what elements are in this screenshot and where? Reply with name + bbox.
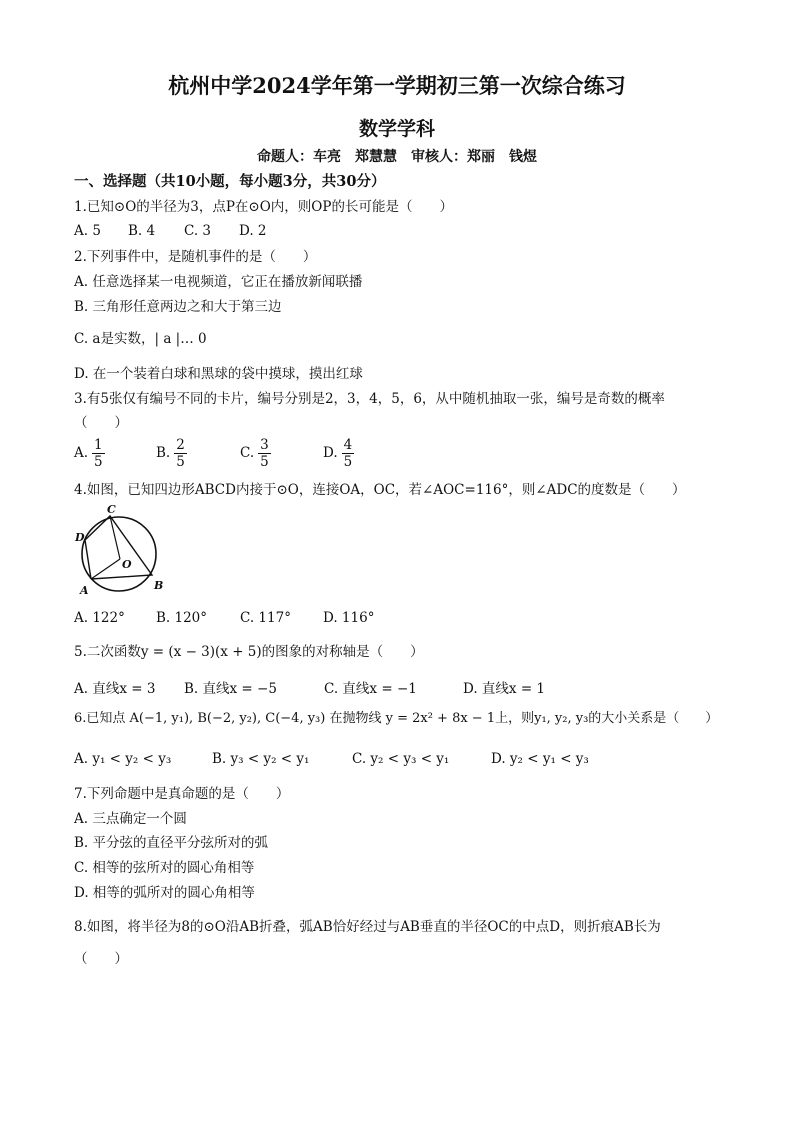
numerator: 2 (176, 437, 185, 453)
q4-option-d: D. 116° (323, 610, 375, 626)
question-7-stem: 7.下列命题中是真命题的是（ ） (74, 786, 290, 802)
q7-option-c: C. 相等的弦所对的圆心角相等 (74, 860, 255, 876)
question-5-stem: 5.二次函数y = (x − 3)(x + 5)的图象的对称轴是（ ） (74, 644, 424, 660)
question-3-stem: 3.有5张仅有编号不同的卡片，编号分别是2，3，4，5，6，从中随机抽取一张，编号是奇数的概率 (74, 391, 665, 407)
exam-title: 杭州中学2024学年第一学期初三第一次综合练习 (168, 73, 626, 98)
question-6-stem: 6.已知点 A(−1, y₁), B(−2, y₂), C(−4, y₃) 在抛物线 y = 2x² + 8x − 1上，则y₁, y₂, y₃的大小关系是（ ） (74, 711, 719, 726)
question-1-stem: 1.已知⊙O的半径为3，点P在⊙O内，则OP的长可能是（ ） (74, 199, 453, 215)
question-8-stem-cont: （ ） (74, 951, 128, 967)
segment-oa (91, 559, 120, 579)
circle-quadrilateral-figure (74, 504, 164, 596)
q3-option-c-fraction (258, 437, 271, 470)
q3-option-a (74, 437, 105, 470)
q1-option-b: B. 4 (128, 223, 156, 239)
denominator: 5 (343, 454, 353, 470)
denominator: 5 (94, 454, 103, 470)
q3-option-c (240, 437, 271, 470)
q3-option-d-fraction (342, 437, 355, 470)
q3-option-a-label: A. (74, 445, 89, 461)
q4-option-c: C. 117° (240, 610, 291, 626)
q6-option-d: D. y₂ < y₁ < y₃ (491, 751, 589, 767)
subject-title: 数学学科 (358, 118, 435, 140)
q2-option-c: C. a是实数，| a |… 0 (74, 331, 207, 347)
q3-option-b-label: B. (156, 445, 171, 461)
question-2-stem: 2.下列事件中，是随机事件的是（ ） (74, 249, 317, 265)
numerator: 4 (343, 437, 353, 453)
section-heading: 一、选择题（共10小题，每小题3分，共30分） (74, 173, 386, 190)
label-a: A (80, 584, 89, 596)
q2-option-b: B. 三角形任意两边之和大于第三边 (74, 299, 282, 315)
q3-option-b (156, 437, 187, 470)
q7-option-b: B. 平分弦的直径平分弦所对的弧 (74, 835, 269, 851)
q6-option-b: B. y₃ < y₂ < y₁ (212, 751, 310, 767)
q3-option-c-label: C. (240, 445, 255, 461)
q3-option-b-fraction (174, 437, 187, 470)
q1-option-c: C. 3 (184, 223, 212, 239)
denominator: 5 (260, 454, 269, 470)
label-c: C (107, 504, 116, 516)
q1-option-d: D. 2 (239, 223, 267, 239)
figure-svg (74, 504, 164, 596)
question-3-stem-cont: （ ） (74, 415, 128, 431)
q5-option-c: C. 直线x = −1 (324, 681, 417, 697)
q5-option-b: B. 直线x = −5 (184, 681, 277, 697)
q3-option-d-label: D. (323, 445, 338, 461)
q2-option-a: A. 任意选择某一电视频道，它正在播放新闻联播 (74, 274, 363, 290)
q6-option-c: C. y₂ < y₃ < y₁ (352, 751, 450, 767)
q3-option-d (323, 437, 354, 470)
label-d: D (75, 531, 85, 544)
label-o: O (122, 558, 132, 571)
numerator: 3 (260, 437, 269, 453)
numerator: 1 (94, 437, 103, 453)
denominator: 5 (176, 454, 185, 470)
q7-option-d: D. 相等的弧所对的圆心角相等 (74, 885, 255, 901)
question-4-stem: 4.如图，已知四边形ABCD内接于⊙O，连接OA，OC，若∠AOC=116°，则∠ADC的度数是（ ） (74, 482, 686, 498)
q3-option-a-fraction (92, 437, 105, 470)
q4-option-b: B. 120° (156, 610, 208, 626)
question-8-stem: 8.如图，将半径为8的⊙O沿AB折叠，弧AB恰好经过与AB垂直的半径OC的中点D，则折痕AB长为 (74, 919, 661, 935)
q5-option-a: A. 直线x = 3 (74, 681, 156, 697)
q4-option-a: A. 122° (74, 610, 125, 626)
q6-option-a: A. y₁ < y₂ < y₃ (74, 751, 172, 767)
q5-option-d: D. 直线x = 1 (463, 681, 546, 697)
q1-option-a: A. 5 (74, 223, 101, 239)
q7-option-a: A. 三点确定一个圆 (74, 811, 187, 827)
label-b: B (154, 579, 164, 592)
authors-line: 命题人：车亮 郑慧慧 审核人：郑丽 钱煜 (257, 149, 537, 165)
q2-option-d: D. 在一个装着白球和黑球的袋中摸球，摸出红球 (74, 366, 363, 382)
